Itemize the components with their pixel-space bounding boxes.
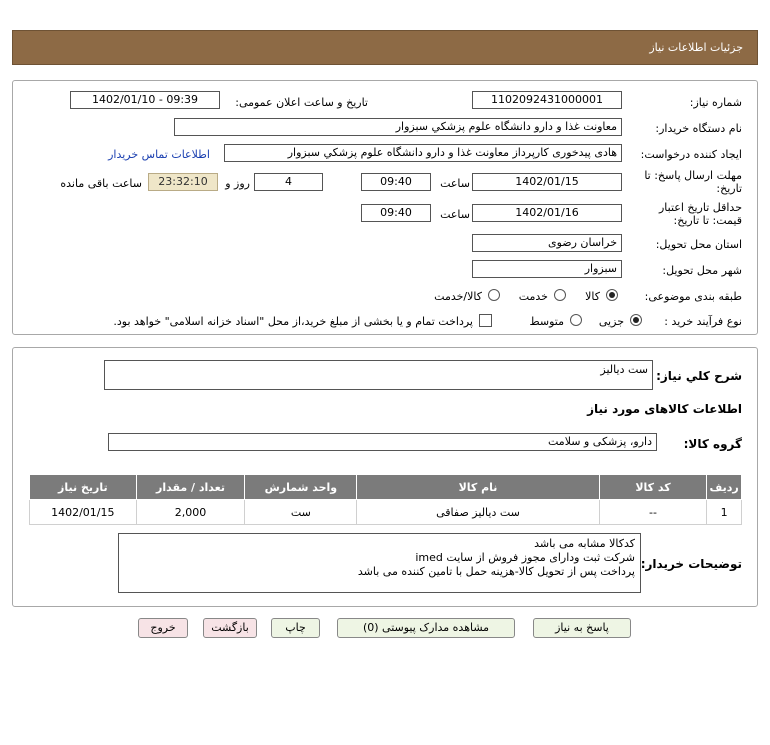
reply-time-label: ساعت	[440, 177, 470, 190]
creator-label: ایجاد کننده درخواست:	[640, 148, 742, 161]
city-label: شهر محل تحویل:	[662, 264, 742, 277]
goods-group-label: گروه کالا:	[683, 437, 742, 451]
validity-time-field: 09:40	[361, 204, 431, 222]
treasury-payment-note: پرداخت تمام و یا بخشی از مبلغ خرید،از محل "اسناد خزانه اسلامی" خواهد بود.	[113, 315, 473, 328]
goods-info-title: اطلاعات کالاهای مورد نیاز	[587, 402, 742, 416]
province-field: خراسان رضوی	[472, 234, 622, 252]
summary-field: ست دیالیز	[104, 360, 653, 390]
category-label: طبقه بندی موضوعی:	[644, 290, 742, 303]
buyer-org-label: نام دستگاه خریدار:	[655, 122, 742, 135]
buyer-notes-field	[118, 533, 641, 593]
category-goods-radio[interactable]	[606, 289, 618, 301]
category-goods-service-label: کالا/خدمت	[434, 290, 482, 303]
validity-label: حداقل تاریخ اعتبار	[658, 201, 742, 214]
cell-goods-code: --	[599, 500, 707, 525]
reply-date-field: 1402/01/15	[472, 173, 622, 191]
announce-datetime-field: 1402/01/10 - 09:39	[70, 91, 220, 109]
validity-date-field: 1402/01/16	[472, 204, 622, 222]
buyer-note-line: شرکت ثبت ودارای مجوز فروش از سایت imed	[415, 551, 635, 564]
buyer-notes-label: توضیحات خریدار:	[640, 557, 742, 571]
print-button[interactable]: چاپ	[271, 618, 320, 638]
need-number-field: 1102092431000001	[472, 91, 622, 109]
view-attachments-button[interactable]: مشاهده مدارک پیوستی (0)	[337, 618, 515, 638]
col-date-header: تاریخ نیاز	[30, 475, 137, 500]
category-service-radio[interactable]	[554, 289, 566, 301]
process-medium-label: متوسط	[529, 315, 564, 328]
table-row	[30, 500, 742, 525]
col-qty-header: تعداد / مقدار	[136, 475, 245, 500]
reply-deadline-label: مهلت ارسال پاسخ: تا	[644, 169, 742, 182]
col-row-header: ردیف	[707, 475, 742, 500]
reply-time-field: 09:40	[361, 173, 431, 191]
days-remaining-field: 4	[254, 173, 323, 191]
remaining-time-field: 23:32:10	[148, 173, 218, 191]
need-number-label: شماره نیاز:	[689, 96, 742, 109]
exit-button[interactable]: خروج	[138, 618, 188, 638]
summary-label: شرح کلي نياز:	[656, 369, 742, 383]
remaining-time-label: ساعت باقی مانده	[60, 177, 142, 190]
buyer-org-field: معاونت غذا و دارو دانشگاه علوم پزشکي سبزوار	[174, 118, 622, 136]
cell-quantity: 2,000	[136, 500, 245, 525]
back-button[interactable]: بازگشت	[203, 618, 257, 638]
days-label: روز و	[225, 177, 250, 190]
buyer-contact-link[interactable]: اطلاعات تماس خریدار	[108, 148, 210, 161]
page-title: جزئیات اطلاعات نیاز	[649, 41, 743, 54]
goods-table	[29, 474, 742, 525]
reply-deadline-label-2: تاریخ:	[716, 182, 742, 195]
city-field: سبزوار	[472, 260, 622, 278]
validity-label-2: قیمت: تا تاریخ:	[673, 214, 742, 227]
reply-to-need-button[interactable]: پاسخ به نیاز	[533, 618, 631, 638]
page-header	[12, 30, 758, 65]
validity-time-label: ساعت	[440, 208, 470, 221]
treasury-payment-checkbox[interactable]	[479, 314, 492, 327]
goods-table-header	[30, 475, 742, 500]
cell-goods-name: ست دیالیز صفاقی	[357, 500, 599, 525]
process-minor-label: جزیی	[598, 315, 624, 328]
buyer-note-line: پرداخت پس از تحویل کالا-هزینه حمل با تامین کننده می باشد	[357, 565, 635, 578]
cell-need-date: 1402/01/15	[30, 500, 137, 525]
goods-group-field: دارو، پزشکی و سلامت	[108, 433, 657, 451]
cell-unit: ست	[245, 500, 357, 525]
creator-field: هادی پیدخوری کارپرداز معاونت غذا و دارو دانشگاه علوم پزشکي سبزوار	[224, 144, 622, 162]
announce-datetime-label: تاریخ و ساعت اعلان عمومی:	[235, 96, 368, 109]
process-minor-radio[interactable]	[630, 314, 642, 326]
process-medium-radio[interactable]	[570, 314, 582, 326]
col-code-header: کد کالا	[599, 475, 707, 500]
process-type-label: نوع فرآیند خرید :	[664, 315, 742, 328]
category-goods-service-radio[interactable]	[488, 289, 500, 301]
col-name-header: نام کالا	[357, 475, 599, 500]
cell-row-number: 1	[707, 500, 742, 525]
col-unit-header: واحد شمارش	[245, 475, 357, 500]
buyer-note-line: کدکالا مشابه می باشد	[534, 537, 635, 550]
province-label: استان محل تحویل:	[655, 238, 742, 251]
category-service-label: خدمت	[518, 290, 548, 303]
category-goods-label: کالا	[585, 290, 600, 303]
